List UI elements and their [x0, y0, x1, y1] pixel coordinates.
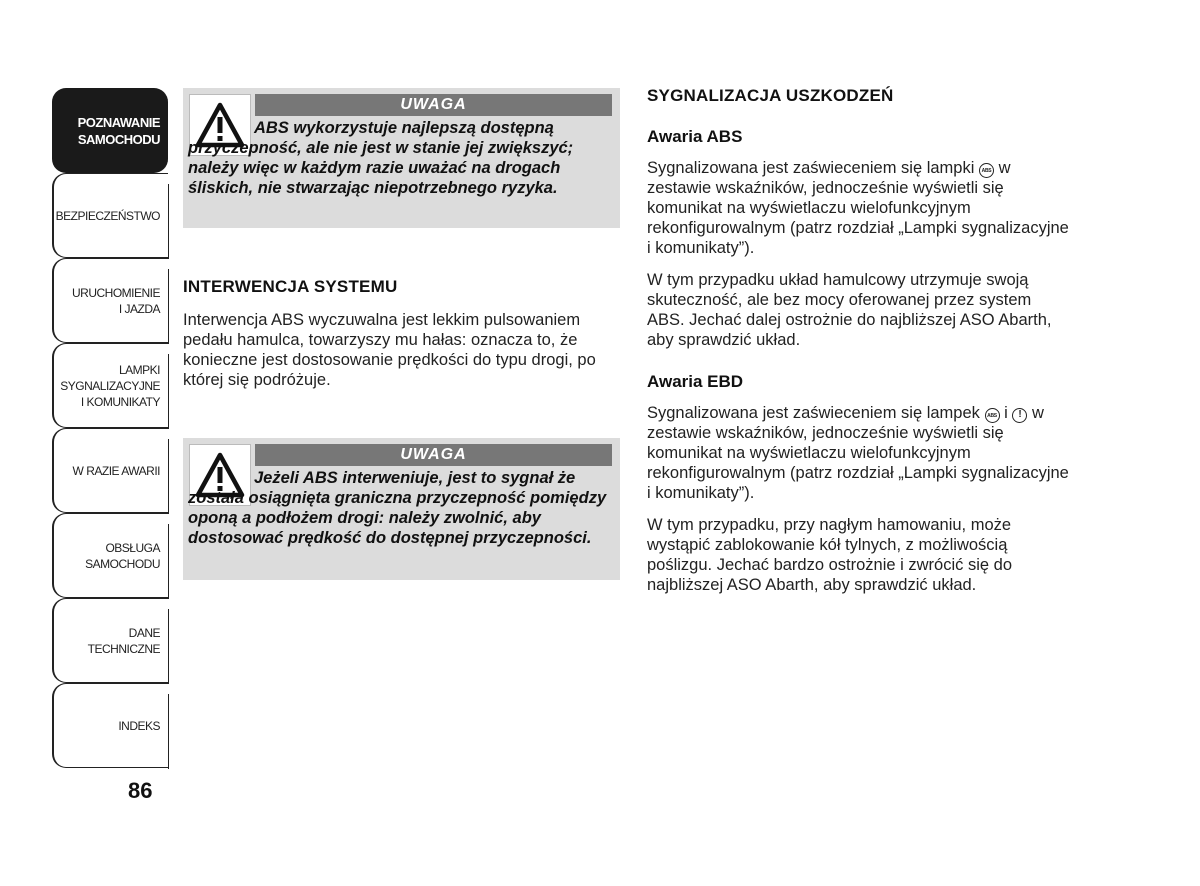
section-heading-sygnalizacja: SYGNALIZACJA USZKODZEŃ	[647, 86, 894, 105]
subheading-awaria-abs: Awaria ABS	[647, 127, 743, 146]
abs-warning-lamp-icon: ABS	[979, 163, 994, 178]
abs-paragraph-1	[647, 158, 1072, 258]
tab-label: BEZPIECZEŃSTWO	[55, 208, 160, 223]
tab-poznawanie-samochodu[interactable]	[52, 88, 168, 173]
brake-warning-lamp-icon: !	[1012, 408, 1027, 423]
chapter-tabs	[52, 88, 168, 768]
tab-label: INDEKS	[118, 718, 160, 733]
subheading-awaria-ebd: Awaria EBD	[647, 372, 744, 391]
abs-warning-lamp-icon: ABS	[985, 408, 1000, 423]
abs-p1-after: w zestawie wskaźników, jednocześnie wyświetli się komunikat na wyświetlaczu wielofunkcyjnym rekonfigurowalnym (patrz rozdział „Lampki sygnalizacyjne i komunikaty”).	[647, 159, 1069, 257]
tab-label: W RAZIE AWARII	[72, 463, 160, 478]
tab-lampki-sygnalizacyjne[interactable]	[52, 343, 168, 428]
ebd-p1-after: w zestawie wskaźników, jednocześnie wyświetli się komunikat na wyświetlaczu wielofunkcyjnym rekonfigurowalnym (patrz rozdział „Lampki sygnalizacyjne i komunikaty”).	[647, 404, 1069, 502]
tab-label: POZNAWANIE SAMOCHODU	[77, 114, 160, 147]
abs-p1-before: Sygnalizowana jest zaświeceniem się lampki	[647, 159, 975, 177]
warning-box-abs-intervention	[183, 438, 620, 580]
tab-uruchomienie-i-jazda[interactable]	[52, 258, 168, 343]
abs-paragraph-2: W tym przypadku układ hamulcowy utrzymuje swoją skuteczność, ale bez mocy oferowanej przez system ABS. Jechać dalej ostrożnie do najbliższej ASO Abarth, aby sprawdzić układ.	[647, 271, 1052, 349]
warning-title: UWAGA	[255, 94, 612, 116]
tab-label: DANE TECHNICZNE	[87, 625, 160, 656]
warning-text: ABS wykorzystuje najlepszą dostępną przyczepność, ale nie jest w stanie jej zwiększyć; należy więc w każdym razie uważać na drogach śliskich, nie stwarzając niepotrzebnego ryzyka.	[188, 119, 574, 197]
tab-label: LAMPKI SYGNALIZACYJNE I KOMUNIKATY	[60, 362, 160, 409]
section-heading-interwencja: INTERWENCJA SYSTEMU	[183, 277, 398, 296]
page-number: 86	[128, 778, 153, 803]
ebd-p1-before: Sygnalizowana jest zaświeceniem się lampek	[647, 404, 980, 422]
tab-label: URUCHOMIENIE I JAZDA	[71, 285, 160, 316]
tab-dane-techniczne[interactable]	[52, 598, 168, 683]
tab-obsluga-samochodu[interactable]	[52, 513, 168, 598]
tab-indeks[interactable]	[52, 683, 168, 768]
intervention-text: Interwencja ABS wyczuwalna jest lekkim pulsowaniem pedału hamulca, towarzyszy mu hałas: oznacza to, że konieczne jest dostosowanie prędkości do typu drogi, po której się podróżuje.	[183, 311, 596, 389]
warning-title: UWAGA	[255, 444, 612, 466]
ebd-p1-mid: i	[1004, 404, 1008, 422]
warning-box-abs-grip	[183, 88, 620, 228]
tab-label: OBSŁUGA SAMOCHODU	[85, 540, 160, 571]
warning-text: Jeżeli ABS interweniuje, jest to sygnał że została osiągnięta graniczna przyczepność pomiędzy oponą a podłożem drogi: należy zwolnić, aby dostosować prędkość do dostępnej przyczepności.	[188, 469, 607, 547]
ebd-paragraph-2: W tym przypadku, przy nagłym hamowaniu, może wystąpić zablokowanie kół tylnych, z możliwością poślizgu. Jechać bardzo ostrożnie i zwrócić się do najbliższej ASO Abarth, aby sprawdzić układ.	[647, 516, 1013, 594]
tab-bezpieczenstwo[interactable]	[52, 173, 168, 258]
tab-w-razie-awarii[interactable]	[52, 428, 168, 513]
ebd-paragraph-1	[647, 403, 1072, 503]
